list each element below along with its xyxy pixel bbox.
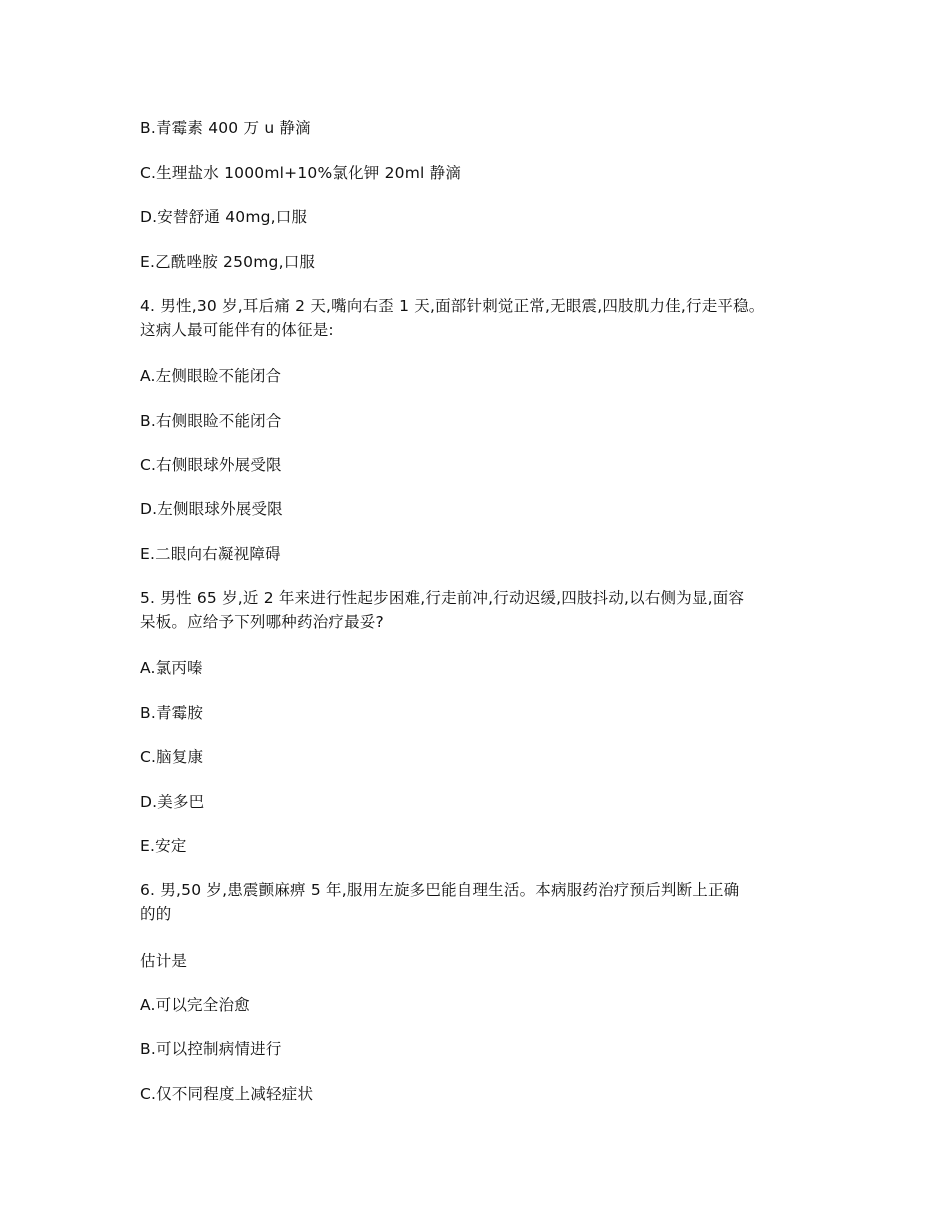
q5-option-e: E.安定 <box>140 837 187 855</box>
option-d-spironolactone: D.安替舒通 40mg,口服 <box>140 208 308 226</box>
option-e-acetazolamide: E.乙酰唑胺 250mg,口服 <box>140 253 316 271</box>
question-5-line-2: 呆板。应给予下列哪种药治疗最妥? <box>140 613 384 631</box>
q5-option-d: D.美多巴 <box>140 793 205 811</box>
question-6-line-2: 的的 <box>140 905 172 923</box>
question-6-line-1: 6. 男,50 岁,患震颤麻痹 5 年,服用左旋多巴能自理生活。本病服药治疗预后判断上正确 <box>140 881 740 899</box>
q6-option-a: A.可以完全治愈 <box>140 996 250 1014</box>
q5-option-c: C.脑复康 <box>140 748 204 766</box>
q6-option-b: B.可以控制病情进行 <box>140 1040 282 1058</box>
option-b-penicillin: B.青霉素 400 万 u 静滴 <box>140 119 311 137</box>
q4-option-c: C.右侧眼球外展受限 <box>140 456 282 474</box>
question-5-line-1: 5. 男性 65 岁,近 2 年来进行性起步困难,行走前冲,行动迟缓,四肢抖动,以右侧为显,面容 <box>140 589 745 607</box>
q5-option-b: B.青霉胺 <box>140 704 204 722</box>
option-c-saline: C.生理盐水 1000ml+10%氯化钾 20ml 静滴 <box>140 164 462 182</box>
q5-option-a: A.氯丙嗪 <box>140 659 203 677</box>
q4-option-a: A.左侧眼睑不能闭合 <box>140 367 282 385</box>
q4-option-e: E.二眼向右凝视障碍 <box>140 545 281 563</box>
q4-option-b: B.右侧眼睑不能闭合 <box>140 412 282 430</box>
question-6-line-3: 估计是 <box>140 952 188 970</box>
q6-option-c: C.仅不同程度上减轻症状 <box>140 1085 314 1103</box>
question-4-line-2: 这病人最可能伴有的体征是: <box>140 321 334 339</box>
question-4-line-1: 4. 男性,30 岁,耳后痛 2 天,嘴向右歪 1 天,面部针刺觉正常,无眼震,四肢肌力佳,行走平稳。 <box>140 297 765 315</box>
q4-option-d: D.左侧眼球外展受限 <box>140 500 283 518</box>
